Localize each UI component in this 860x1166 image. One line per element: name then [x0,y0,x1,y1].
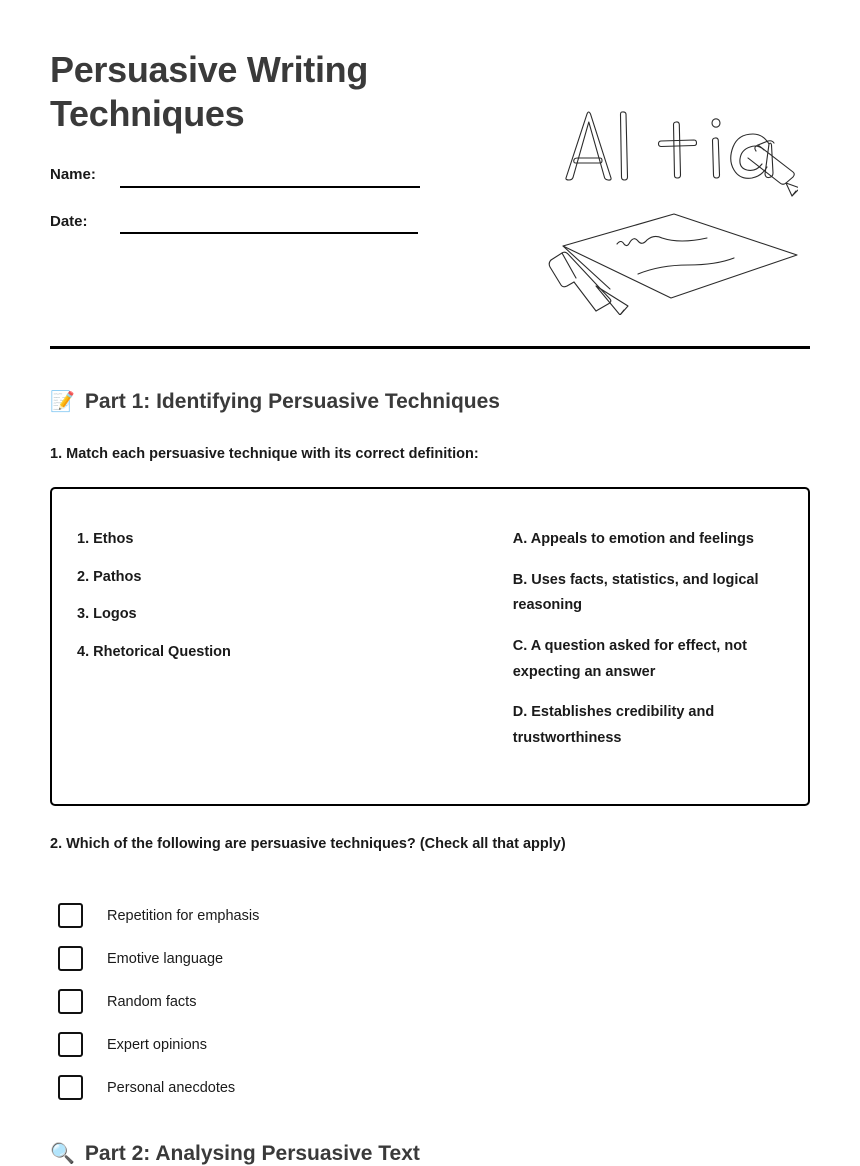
date-field-label: Date: [50,213,88,230]
memo-icon: 📝 [50,391,75,413]
checkbox-icon[interactable] [58,1075,83,1100]
magnifying-glass-icon: 🔍 [50,1143,75,1165]
checkbox-row[interactable] [58,1023,658,1066]
checkbox-row[interactable] [58,894,658,937]
header-illustration [548,100,798,315]
student-info-fields [50,164,430,258]
matching-definition[interactable]: D. Establishes credibility and trustworthiness [512,704,715,746]
name-field-row [50,164,430,211]
matching-term[interactable]: 1. Ethos [77,531,134,547]
matching-term[interactable]: 2. Pathos [77,568,142,585]
part-2-heading-text: Part 2: Analysing Persuasive Text [84,1142,420,1165]
matching-term[interactable]: 4. Rhetorical Question [77,643,231,660]
checkbox-icon[interactable] [58,946,83,971]
matching-definition[interactable]: A. Appeals to emotion and feelings [512,531,754,547]
checkbox-label: Repetition for emphasis [107,907,260,924]
name-field-label: Name: [50,166,96,183]
matching-term[interactable]: 3. Logos [77,606,137,623]
part-1-heading-text: Part 1: Identifying Persuasive Techniques [84,390,500,413]
checkbox-label: Random facts [107,993,197,1010]
doodle-word-outline [566,112,773,180]
matching-terms-column [52,527,513,804]
matching-definition[interactable]: B. Uses facts, statistics, and logical reasoning [512,571,759,614]
page-title: Persuasive Writing Techniques [50,49,369,134]
part-1-heading [50,390,500,414]
doodle-scribble-lines [617,236,734,274]
checkbox-icon[interactable] [58,989,83,1014]
question-1-prompt: 1. Match each persuasive technique with its correct definition: [50,446,479,462]
header-divider [50,346,810,349]
checkbox-label: Emotive language [107,950,224,967]
question-2-prompt: 2. Which of the following are persuasive techniques? (Check all that apply) [50,836,566,852]
checkbox-label: Expert opinions [107,1036,207,1053]
doodle-pencil-left [549,252,628,315]
part-2-heading [50,1142,420,1166]
matching-definitions-column [513,527,808,804]
checkbox-row[interactable] [58,1066,658,1109]
checkbox-row[interactable] [58,937,658,980]
name-write-in-line[interactable] [120,186,420,188]
date-write-in-line[interactable] [120,232,418,234]
matching-definition[interactable]: C. A question asked for effect, not expecting an answer [512,637,747,680]
checkbox-label: Personal anecdotes [107,1079,236,1096]
doodle-paper [563,214,797,298]
matching-exercise-box [50,487,810,806]
checkbox-icon[interactable] [58,1032,83,1057]
checkbox-icon[interactable] [58,903,83,928]
checkbox-row[interactable] [58,980,658,1023]
doodle-illustration-svg [548,100,798,315]
question-2-checkbox-list [58,894,658,1109]
date-field-row [50,211,430,258]
